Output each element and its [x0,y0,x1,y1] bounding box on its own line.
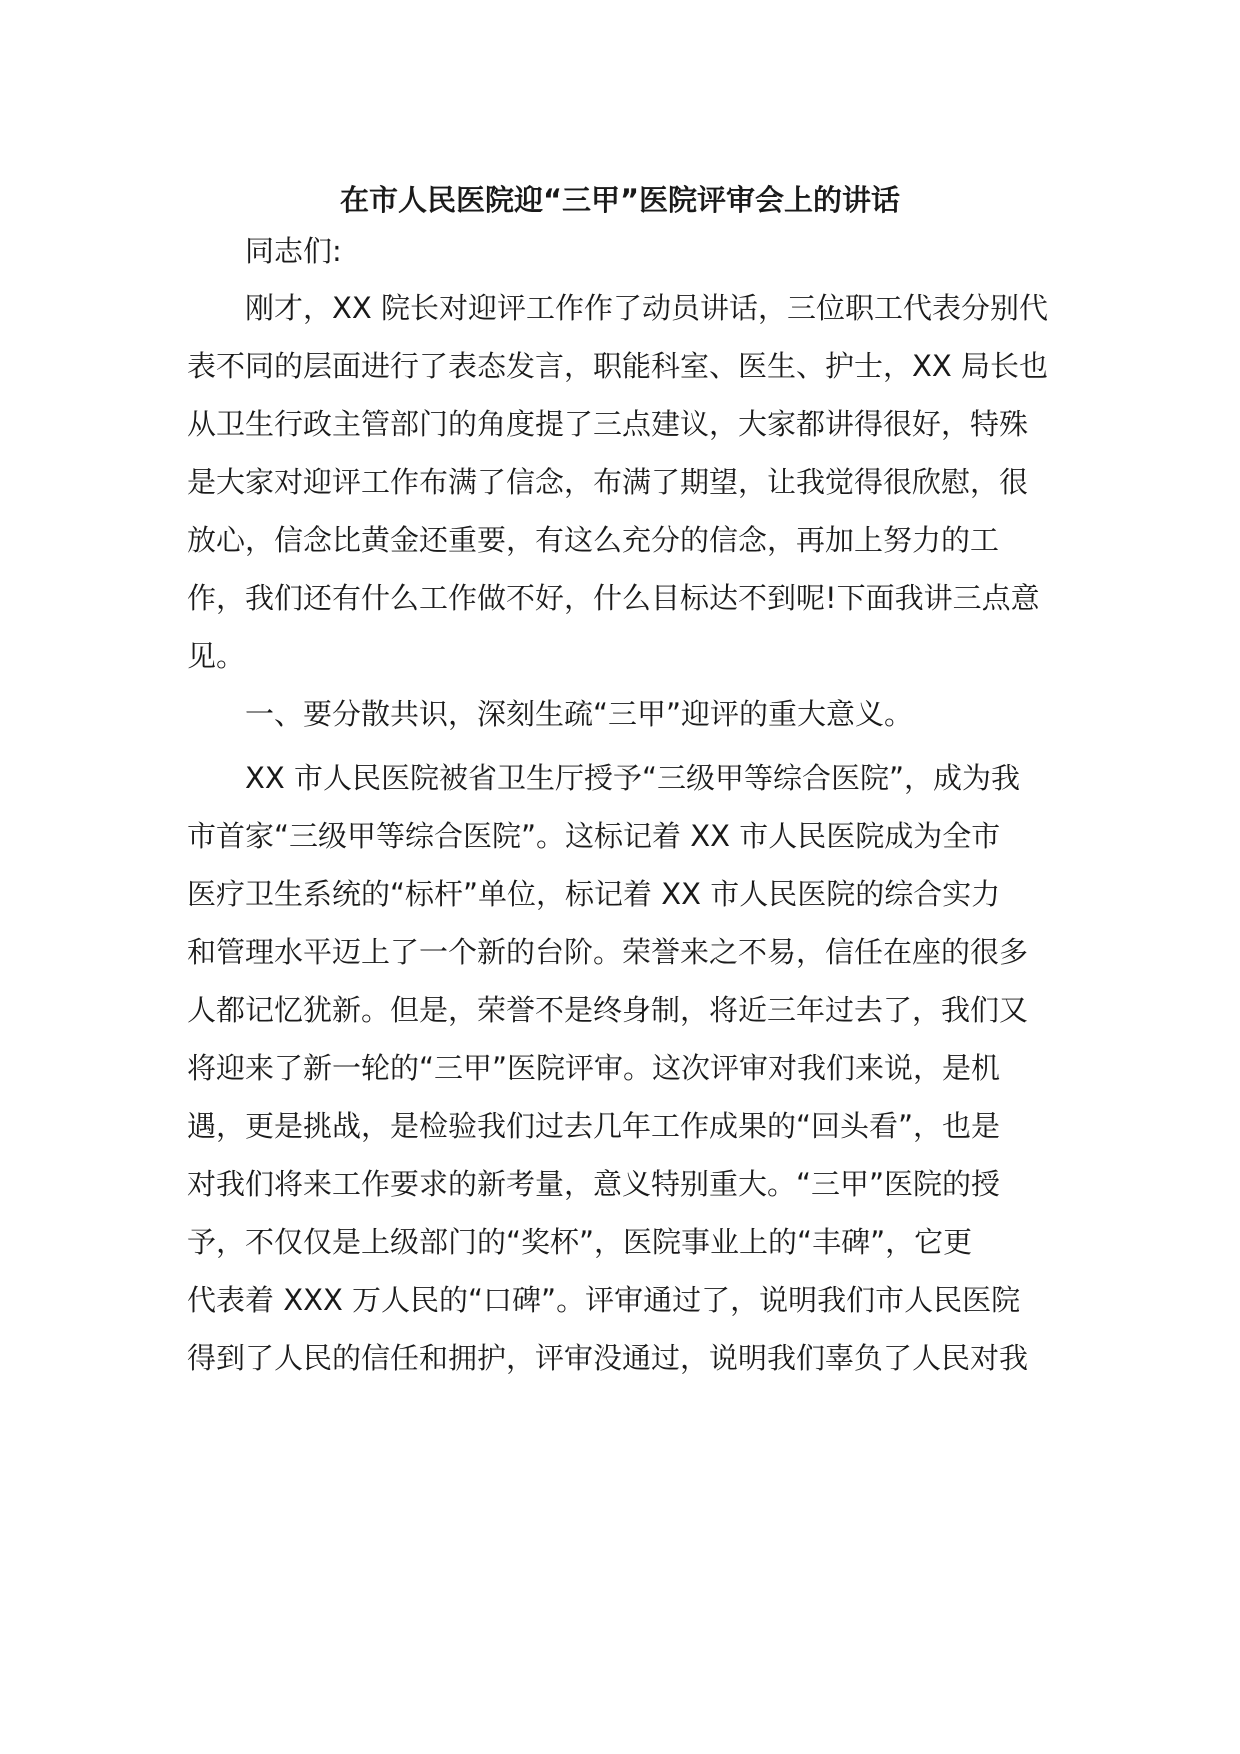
paragraph-2-line-7: 遇，更是挑战，是检验我们过去几年工作成果的“回头看”，也是 [187,1109,1001,1143]
paragraph-2-line-8: 对我们将来工作要求的新考量，意义特别重大。“三甲”医院的授 [187,1167,1001,1201]
paragraph-2-line-10: 代表着 XXX 万人民的“口碑”。评审通过了，说明我们市人民医院 [187,1283,1021,1317]
section-heading-1: 一、要分散共识，深刻生疏“三甲”迎评的重大意义。 [245,697,914,731]
paragraph-2-line-1: XX 市人民医院被省卫生厅授予“三级甲等综合医院”，成为我 [245,761,1021,795]
paragraph-2-line-5: 人都记忆犹新。但是，荣誉不是终身制，将近三年过去了，我们又 [187,993,1029,1027]
paragraph-2-line-3: 医疗卫生系统的“标杆”单位，标记着 XX 市人民医院的综合实力 [187,877,1001,911]
paragraph-2-line-11: 得到了人民的信任和拥护，评审没通过，说明我们辜负了人民对我 [187,1341,1029,1375]
paragraph-1-line-1: 刚才，XX 院长对迎评工作作了动员讲话，三位职工代表分别代 [245,291,1048,325]
document-title: 在市人民医院迎“三甲”医院评审会上的讲话 [339,183,901,217]
paragraph-1-line-5: 放心，信念比黄金还重要，有这么充分的信念，再加上努力的工 [187,523,1000,557]
paragraph-1-line-3: 从卫生行政主管部门的角度提了三点建议，大家都讲得很好，特殊 [187,407,1029,441]
paragraph-1-line-4: 是大家对迎评工作布满了信念，布满了期望，让我觉得很欣慰，很 [187,465,1029,499]
paragraph-2-line-4: 和管理水平迈上了一个新的台阶。荣誉来之不易，信任在座的很多 [187,935,1029,969]
paragraph-1-line-7: 见。 [187,639,246,673]
paragraph-2-line-9: 予，不仅仅是上级部门的“奖杯”，医院事业上的“丰碑”，它更 [187,1225,973,1259]
salutation: 同志们: [245,234,342,268]
paragraph-2-line-2: 市首家“三级甲等综合医院”。这标记着 XX 市人民医院成为全市 [187,819,1001,853]
paragraph-1-line-2: 表不同的层面进行了表态发言，职能科室、医生、护士，XX 局长也 [187,349,1048,383]
paragraph-2-line-6: 将迎来了新一轮的“三甲”医院评审。这次评审对我们来说，是机 [187,1051,1001,1085]
paragraph-1-line-6: 作，我们还有什么工作做不好，什么目标达不到呢!下面我讲三点意 [187,581,1040,615]
